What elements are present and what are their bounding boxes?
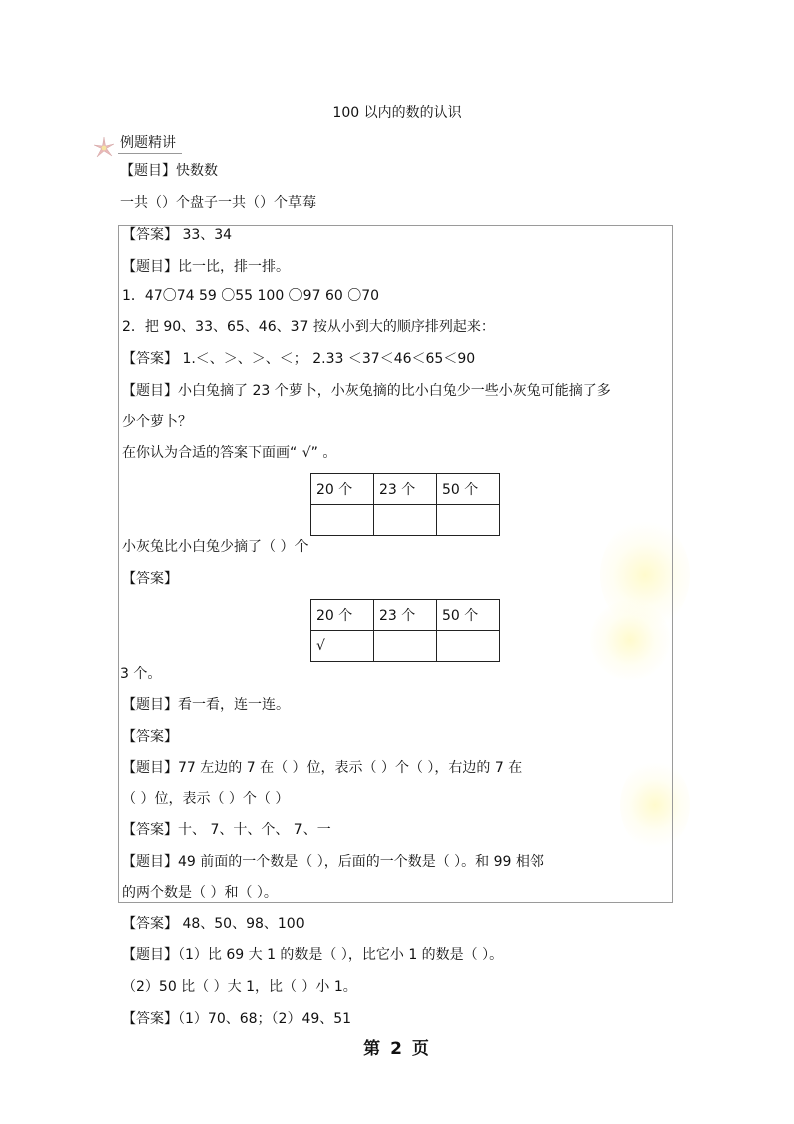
question-line: 小灰兔比小白兔少摘了（ ）个 xyxy=(122,539,309,555)
table-mark-cell xyxy=(311,505,374,536)
question-line: （2）50 比（ ）大 1，比（ ）小 1。 xyxy=(122,979,357,995)
table-header-cell: 20 个 xyxy=(311,600,374,631)
question-line: 【题目】49 前面的一个数是（ ），后面的一个数是（ ）。和 99 相邻 xyxy=(122,854,544,870)
table-mark-cell xyxy=(437,505,500,536)
table-header-cell: 20 个 xyxy=(311,474,374,505)
table-header-cell: 23 个 xyxy=(374,600,437,631)
table-mark-cell: √ xyxy=(311,631,374,662)
answer-line: 【答案】 xyxy=(122,571,178,587)
table-header-cell: 50 个 xyxy=(437,474,500,505)
question-label: 【题目】快数数 xyxy=(120,163,218,179)
question-line: 少个萝卜？ xyxy=(122,414,192,430)
document-title: 100 以内的数的认识 xyxy=(332,105,462,121)
answer-line: 3 个。 xyxy=(120,666,162,682)
question-label: 【题目】看一看，连一连。 xyxy=(122,697,290,713)
question-label: 【题目】小白兔摘了 23 个萝卜，小灰兔摘的比小白兔少一些小灰兔可能摘了多 xyxy=(122,383,611,399)
section-heading: 例题精讲 xyxy=(120,135,176,151)
question-line: 的两个数是（ ）和（ ）。 xyxy=(122,885,278,901)
answer-line: 【答案】 xyxy=(122,729,178,745)
table-mark-cell xyxy=(437,631,500,662)
answer-line: 【答案】 1.＜、＞、＞、＜； 2.33 ＜37＜46＜65＜90 xyxy=(122,351,476,367)
table-mark-cell xyxy=(374,631,437,662)
question-line: 【题目】77 左边的 7 在（ ）位，表示（ ）个（ ），右边的 7 在 xyxy=(122,760,523,776)
section-underline xyxy=(118,153,182,154)
answer-line: 【答案】十、 7、十、个、 7、一 xyxy=(122,822,331,838)
answer-line: 【答案】 33、34 xyxy=(122,227,233,243)
question-label: 【题目】比一比，排一排。 xyxy=(122,259,290,275)
table-mark-cell xyxy=(374,505,437,536)
table-header-cell: 23 个 xyxy=(374,474,437,505)
table-header-cell: 50 个 xyxy=(437,600,500,631)
sparkle-icon xyxy=(92,136,116,160)
question-line: 在你认为合适的答案下面画“ √” 。 xyxy=(122,445,337,461)
answer-table xyxy=(310,599,500,662)
question-line: 【题目】（1）比 69 大 1 的数是（ ），比它小 1 的数是（ ）。 xyxy=(122,947,504,963)
question-line: 2．把 90、33、65、46、37 按从小到大的顺序排列起来： xyxy=(122,319,495,335)
choice-table xyxy=(310,473,500,536)
question-line: （ ）位，表示（ ）个（ ） xyxy=(122,791,290,807)
question-line: 1．47〇74 59 〇55 100 〇97 60 〇70 xyxy=(122,288,380,304)
question-line: 一共（）个盘子一共（）个草莓 xyxy=(120,195,316,211)
answer-line: 【答案】 48、50、98、100 xyxy=(122,916,305,932)
answer-line: 【答案】（1）70、68；（2）49、51 xyxy=(122,1011,352,1027)
page-number: 第 2 页 xyxy=(363,1039,431,1059)
